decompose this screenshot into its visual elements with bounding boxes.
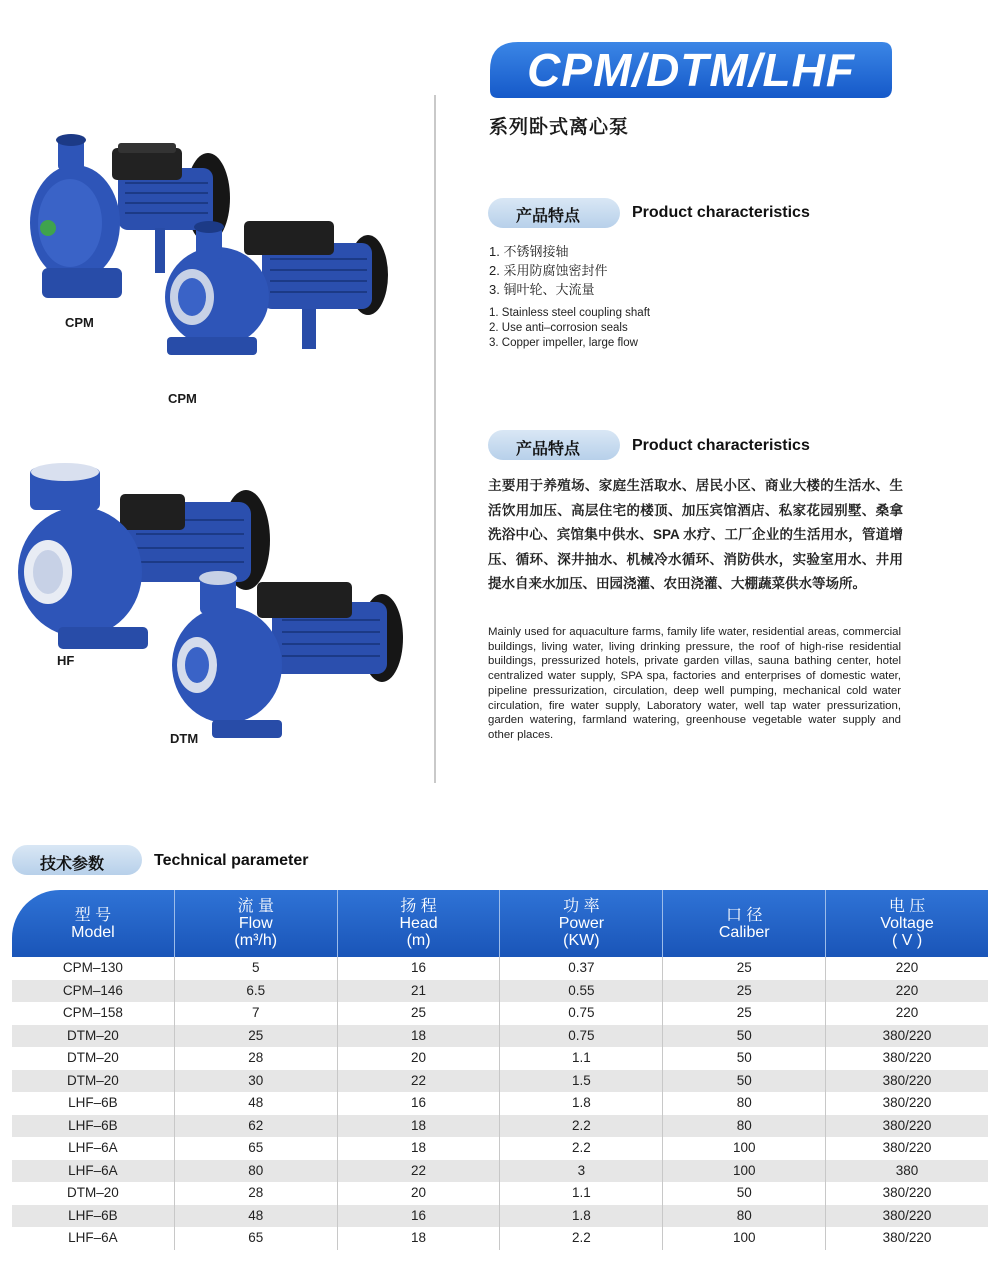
cell-head: 25 xyxy=(337,1002,500,1025)
cell-power: 0.55 xyxy=(499,980,662,1003)
cell-flow: 65 xyxy=(174,1137,337,1160)
cell-head: 21 xyxy=(337,980,500,1003)
cell-voltage: 220 xyxy=(825,957,988,980)
application-description-cn: 主要用于养殖场、家庭生活取水、居民小区、商业大楼的生活水、生活饮用加压、高层住宅的楼顶、加压宾馆酒店、私家花园别墅、桑拿洗浴中心、宾馆集中供水、SPA 水疗、工厂企业的生活用水，管道增压、循环、深井抽水、机械冷水循环、消防供水，实验室用水、井用提水自来水加压、田园浇灌、农田浇灌、大棚蔬菜供水等场所。 xyxy=(488,478,903,591)
cell-caliber: 50 xyxy=(662,1182,825,1205)
cell-power: 1.1 xyxy=(499,1182,662,1205)
cell-voltage: 380/220 xyxy=(825,1205,988,1228)
cell-flow: 80 xyxy=(174,1160,337,1183)
cell-power: 0.75 xyxy=(499,1002,662,1025)
table-row xyxy=(12,1182,988,1205)
cell-head: 20 xyxy=(337,1047,500,1070)
cell-model: LHF–6A xyxy=(68,1230,118,1245)
table-row xyxy=(12,1160,988,1183)
cell-flow: 25 xyxy=(174,1025,337,1048)
cell-flow: 65 xyxy=(174,1227,337,1250)
cell-caliber: 100 xyxy=(662,1137,825,1160)
section1-title-en: Product characteristics xyxy=(632,204,810,221)
cell-voltage: 380/220 xyxy=(825,1070,988,1093)
cell-caliber: 80 xyxy=(662,1115,825,1138)
cell-caliber: 100 xyxy=(662,1160,825,1183)
header-voltage-cn: 电 压 xyxy=(888,898,926,915)
image-label-cpm-1: CPM xyxy=(65,315,94,330)
cell-power: 0.37 xyxy=(499,957,662,980)
cell-head: 18 xyxy=(337,1137,500,1160)
cell-power: 2.2 xyxy=(499,1227,662,1250)
header-voltage-unit: ( V ) xyxy=(891,932,923,949)
cell-flow: 30 xyxy=(174,1070,337,1093)
feature-en-1: 1. Stainless steel coupling shaft xyxy=(489,307,651,319)
features-list-en xyxy=(489,306,650,351)
section2-title-en: Product characteristics xyxy=(632,437,810,454)
table-row xyxy=(12,1137,988,1160)
header-caliber-en: Caliber xyxy=(718,923,770,941)
cell-model: CPM–146 xyxy=(62,982,123,998)
cell-head: 18 xyxy=(337,1227,500,1250)
cell-power: 2.2 xyxy=(499,1137,662,1160)
cell-caliber: 25 xyxy=(662,980,825,1003)
cell-head: 18 xyxy=(337,1115,500,1138)
cell-caliber: 50 xyxy=(662,1070,825,1093)
cell-model: DTM–20 xyxy=(67,1185,119,1200)
cell-power: 3 xyxy=(499,1160,662,1183)
cell-head: 16 xyxy=(337,1092,500,1115)
table-header xyxy=(12,890,988,957)
cell-power: 2.2 xyxy=(499,1115,662,1138)
header-head-cn: 扬 程 xyxy=(400,898,437,915)
header-model-en: Model xyxy=(71,923,115,941)
feature-en-2: 2. Use anti–corrosion seals xyxy=(489,322,628,334)
header-model-cn: 型 号 xyxy=(74,906,112,924)
cell-model: LHF–6B xyxy=(68,1207,118,1223)
header-flow-en: Flow xyxy=(238,915,273,932)
cell-flow: 5 xyxy=(174,957,337,980)
cell-caliber: 25 xyxy=(662,957,825,980)
table-row xyxy=(12,1227,988,1250)
page-title: CPM/DTM/LHF xyxy=(527,44,855,96)
section1-title-cn: 产品特点 xyxy=(516,208,581,225)
cell-voltage: 380/220 xyxy=(825,1227,988,1250)
cell-model: LHF–6B xyxy=(68,1095,118,1110)
cell-head: 16 xyxy=(337,957,500,980)
table-body xyxy=(12,957,988,1250)
image-label-dtm: DTM xyxy=(170,731,199,746)
cell-power: 1.8 xyxy=(499,1205,662,1228)
application-description-en: Mainly used for aquaculture farms, family life water, residential areas, commercial buildings, living water, living drinking pressure, the roof of high-rise residential buildings, pressurized hotels, private garden villas, sauna bathing center, hotel centralized water supply, SPA spa, factories and enterprises of domestic water, pipeline pressurization, circulation, deep well pumping, mechanical cold water circulation, fire water supply, Laboratory water, well tap water pressurization, garden watering, farmland watering, greenhouse vegetable water supply and other places. xyxy=(488,626,901,741)
cell-model: LHF–6B xyxy=(68,1117,118,1133)
features-list-cn xyxy=(489,242,607,299)
cell-voltage: 380/220 xyxy=(825,1115,988,1138)
table-row xyxy=(12,1205,988,1228)
vertical-divider xyxy=(434,95,436,783)
feature-en-3: 3. Copper impeller, large flow xyxy=(489,337,638,349)
header-flow-unit: (m³/h) xyxy=(234,932,278,949)
cell-model: DTM–20 xyxy=(67,1072,119,1088)
cell-voltage: 380 xyxy=(825,1160,988,1183)
cell-voltage: 380/220 xyxy=(825,1025,988,1048)
cell-model: CPM–158 xyxy=(62,1005,123,1020)
cell-model: CPM–130 xyxy=(62,960,123,975)
table-row xyxy=(12,1070,988,1093)
image-label-hf: HF xyxy=(57,653,75,668)
table-row xyxy=(12,1047,988,1070)
header-power-unit: (KW) xyxy=(563,932,600,949)
cell-model: DTM–20 xyxy=(67,1027,119,1043)
cell-voltage: 380/220 xyxy=(825,1137,988,1160)
header-flow-cn: 流 量 xyxy=(237,898,274,915)
cell-voltage: 380/220 xyxy=(825,1092,988,1115)
cell-caliber: 80 xyxy=(662,1092,825,1115)
pump-image-dtm xyxy=(172,570,407,742)
cell-caliber: 50 xyxy=(662,1025,825,1048)
cell-head: 18 xyxy=(337,1025,500,1048)
cell-flow: 48 xyxy=(174,1205,337,1228)
cell-head: 22 xyxy=(337,1160,500,1183)
table-row xyxy=(12,1115,988,1138)
table-row xyxy=(12,1025,988,1048)
cell-head: 16 xyxy=(337,1205,500,1228)
cell-flow: 28 xyxy=(174,1182,337,1205)
feature-cn-3: 3. 铜叶轮、大流量 xyxy=(489,282,595,297)
cell-model: LHF–6A xyxy=(68,1162,118,1178)
cell-power: 1.8 xyxy=(499,1092,662,1115)
cell-caliber: 80 xyxy=(662,1205,825,1228)
cell-power: 1.5 xyxy=(499,1070,662,1093)
cell-voltage: 380/220 xyxy=(825,1182,988,1205)
cell-power: 0.75 xyxy=(499,1025,662,1048)
cell-caliber: 50 xyxy=(662,1047,825,1070)
header-power xyxy=(499,890,662,957)
cell-power: 1.1 xyxy=(499,1047,662,1070)
cell-flow: 6.5 xyxy=(174,980,337,1003)
header-head-en: Head xyxy=(399,915,438,932)
cell-voltage: 220 xyxy=(825,980,988,1003)
cell-model: LHF–6A xyxy=(68,1140,118,1155)
tech-title-en: Technical parameter xyxy=(154,852,309,869)
table-row xyxy=(12,980,988,1003)
cell-head: 22 xyxy=(337,1070,500,1093)
table-row xyxy=(12,957,988,980)
feature-cn-2: 2. 采用防腐蚀密封件 xyxy=(489,263,608,278)
cell-voltage: 380/220 xyxy=(825,1047,988,1070)
header-head-unit: (m) xyxy=(406,932,431,949)
cell-model: DTM–20 xyxy=(67,1050,119,1065)
header-power-cn: 功 率 xyxy=(563,898,600,915)
cell-caliber: 25 xyxy=(662,1002,825,1025)
section2-title-cn: 产品特点 xyxy=(516,441,581,458)
tech-title-cn: 技术参数 xyxy=(40,856,105,873)
table-row xyxy=(12,1002,988,1025)
page-subtitle: 系列卧式离心泵 xyxy=(489,117,630,138)
header-flow xyxy=(174,890,337,957)
technical-parameter-table xyxy=(12,890,988,1250)
header-head xyxy=(337,890,500,957)
header-voltage xyxy=(825,890,988,957)
pump-image-cpm-front xyxy=(162,215,392,360)
header-power-en: Power xyxy=(558,915,605,932)
cell-caliber: 100 xyxy=(662,1227,825,1250)
cell-flow: 62 xyxy=(174,1115,337,1138)
cell-voltage: 220 xyxy=(825,1002,988,1025)
cell-flow: 7 xyxy=(174,1002,337,1025)
image-label-cpm-2: CPM xyxy=(168,391,197,406)
header-caliber-cn: 口 径 xyxy=(726,906,763,924)
cell-flow: 28 xyxy=(174,1047,337,1070)
feature-cn-1: 1. 不锈钢接轴 xyxy=(489,244,569,259)
header-voltage-en: Voltage xyxy=(880,915,934,932)
cell-head: 20 xyxy=(337,1182,500,1205)
cell-flow: 48 xyxy=(174,1092,337,1115)
header-caliber xyxy=(662,890,825,957)
table-row xyxy=(12,1092,988,1115)
header-model xyxy=(12,890,174,957)
